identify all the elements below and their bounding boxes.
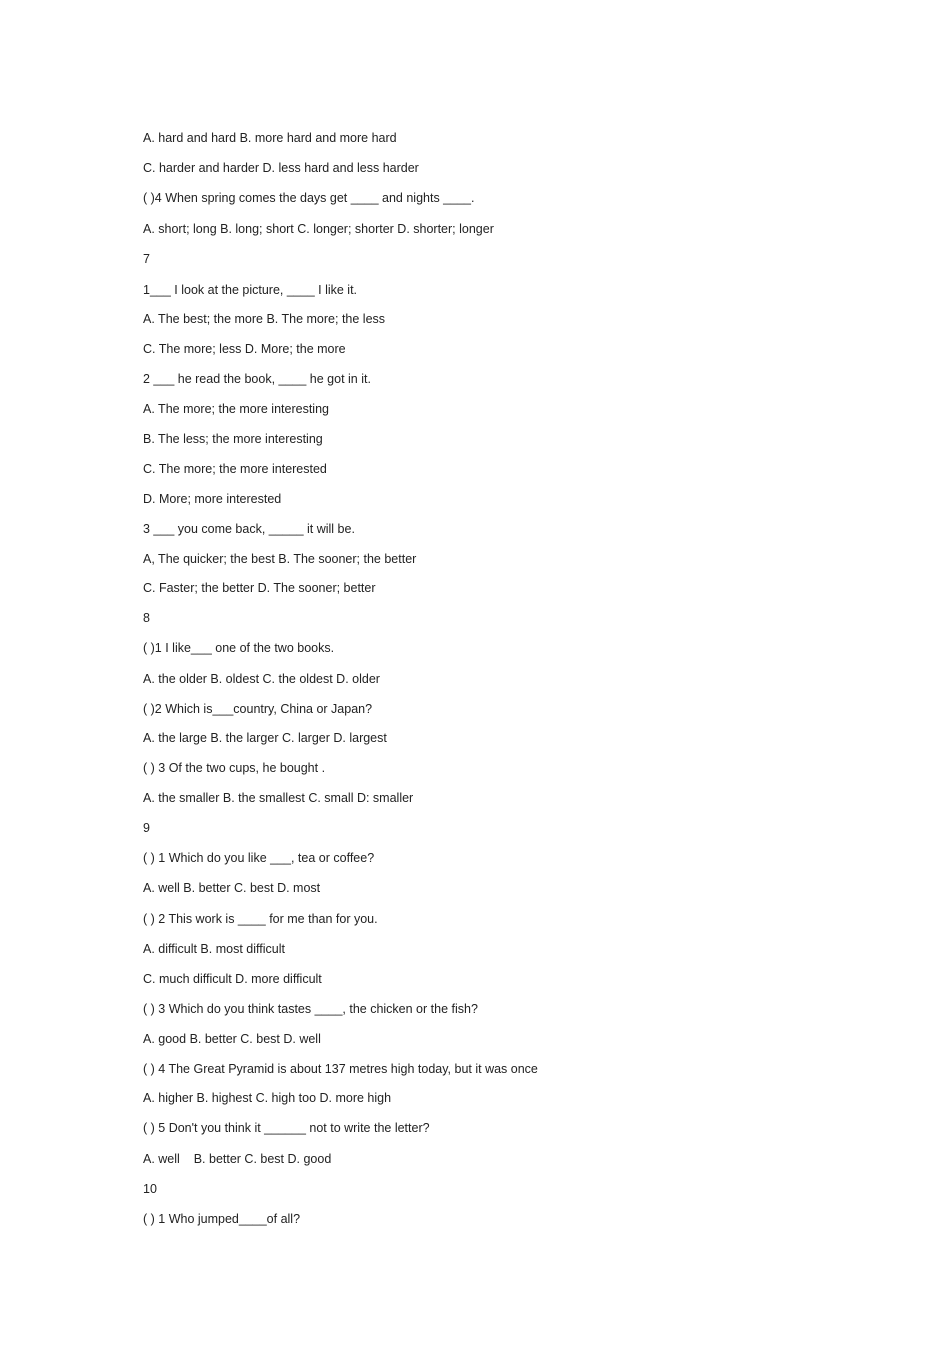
option-line: A. the large B. the larger C. larger D. largest [143, 731, 387, 745]
option-line: C. harder and harder D. less hard and less harder [143, 161, 419, 175]
question-line: ( ) 4 The Great Pyramid is about 137 metres high today, but it was once [143, 1062, 538, 1076]
question-line: ( ) 3 Which do you think tastes ____, the chicken or the fish? [143, 1002, 478, 1016]
question-line: ( )2 Which is___country, China or Japan? [143, 702, 373, 716]
option-line: C. much difficult D. more difficult [143, 972, 322, 986]
question-line: ( )1 I like___ one of the two books. [143, 641, 335, 655]
option-line: D. More; more interested [143, 492, 282, 506]
question-line: 3 ___ you come back, _____ it will be. [143, 522, 355, 536]
option-line: A. well B. better C. best D. most [143, 881, 321, 895]
option-line: A. hard and hard B. more hard and more hard [143, 131, 397, 145]
option-line: A. the smaller B. the smallest C. small D: smaller [143, 791, 414, 805]
option-line: A. the older B. oldest C. the oldest D. older [143, 672, 380, 686]
option-line: A. difficult B. most difficult [143, 942, 285, 956]
question-line: ( ) 1 Which do you like ___, tea or coffee? [143, 851, 375, 865]
section-number: 9 [143, 821, 150, 835]
option-line: A. higher B. highest C. high too D. more high [143, 1091, 392, 1105]
option-line: A. The best; the more B. The more; the less [143, 312, 386, 326]
question-line: ( ) 2 This work is ____ for me than for you. [143, 912, 378, 926]
option-line: A. short; long B. long; short C. longer; shorter D. shorter; longer [143, 222, 494, 236]
question-line: ( )4 When spring comes the days get ____ and nights ____. [143, 191, 475, 205]
option-line: C. The more; the more interested [143, 462, 327, 476]
question-line: ( ) 5 Don't you think it ______ not to write the letter? [143, 1121, 430, 1135]
option-line: A. good B. better C. best D. well [143, 1032, 321, 1046]
question-line: 2 ___ he read the book, ____ he got in it. [143, 372, 371, 386]
question-line: ( ) 1 Who jumped____of all? [143, 1212, 301, 1226]
option-line: A. The more; the more interesting [143, 402, 329, 416]
option-line: A. well B. better C. best D. good [143, 1152, 332, 1166]
section-number: 8 [143, 611, 150, 625]
option-line: B. The less; the more interesting [143, 432, 323, 446]
section-number: 10 [143, 1182, 157, 1196]
option-line: C. The more; less D. More; the more [143, 342, 346, 356]
question-line: 1___ I look at the picture, ____ I like it. [143, 283, 358, 297]
question-line: ( ) 3 Of the two cups, he bought . [143, 761, 326, 775]
option-line: A, The quicker; the best B. The sooner; the better [143, 552, 417, 566]
section-number: 7 [143, 252, 150, 266]
option-line: C. Faster; the better D. The sooner; better [143, 581, 376, 595]
